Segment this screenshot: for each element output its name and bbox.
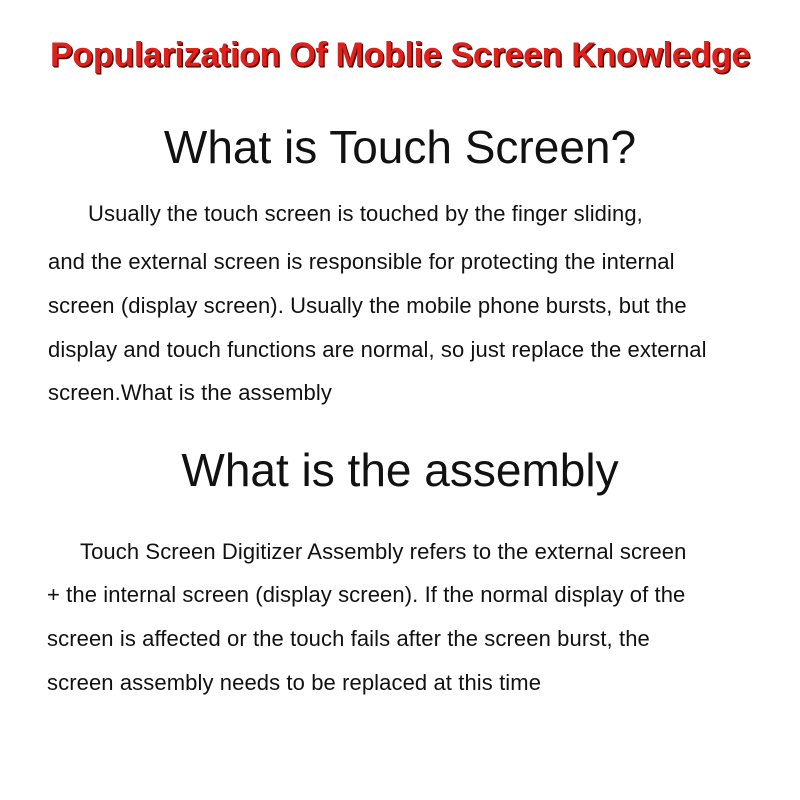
assembly-text-line: + the internal screen (display screen). If the normal display of the xyxy=(47,582,686,607)
assembly-heading: What is the assembly xyxy=(181,444,619,496)
touch-screen-text-line: screen.What is the assembly xyxy=(48,380,332,405)
assembly-text-line: screen is affected or the touch fails after the screen burst, the xyxy=(47,626,650,651)
touch-screen-text-line: and the external screen is responsible for protecting the internal xyxy=(48,249,675,274)
touch-screen-text-line: screen (display screen). Usually the mobile phone bursts, but the xyxy=(48,293,687,318)
touch-screen-text-line: Usually the touch screen is touched by the finger sliding, xyxy=(88,201,643,226)
touch-screen-heading: What is Touch Screen? xyxy=(163,121,637,173)
page-banner-title: Popularization Of Moblie Screen Knowledge xyxy=(50,36,750,74)
touch-screen-text-line: display and touch functions are normal, so just replace the external xyxy=(48,337,707,362)
assembly-text-line: screen assembly needs to be replaced at this time xyxy=(47,670,542,695)
assembly-text-line: Touch Screen Digitizer Assembly refers to the external screen xyxy=(80,539,687,564)
